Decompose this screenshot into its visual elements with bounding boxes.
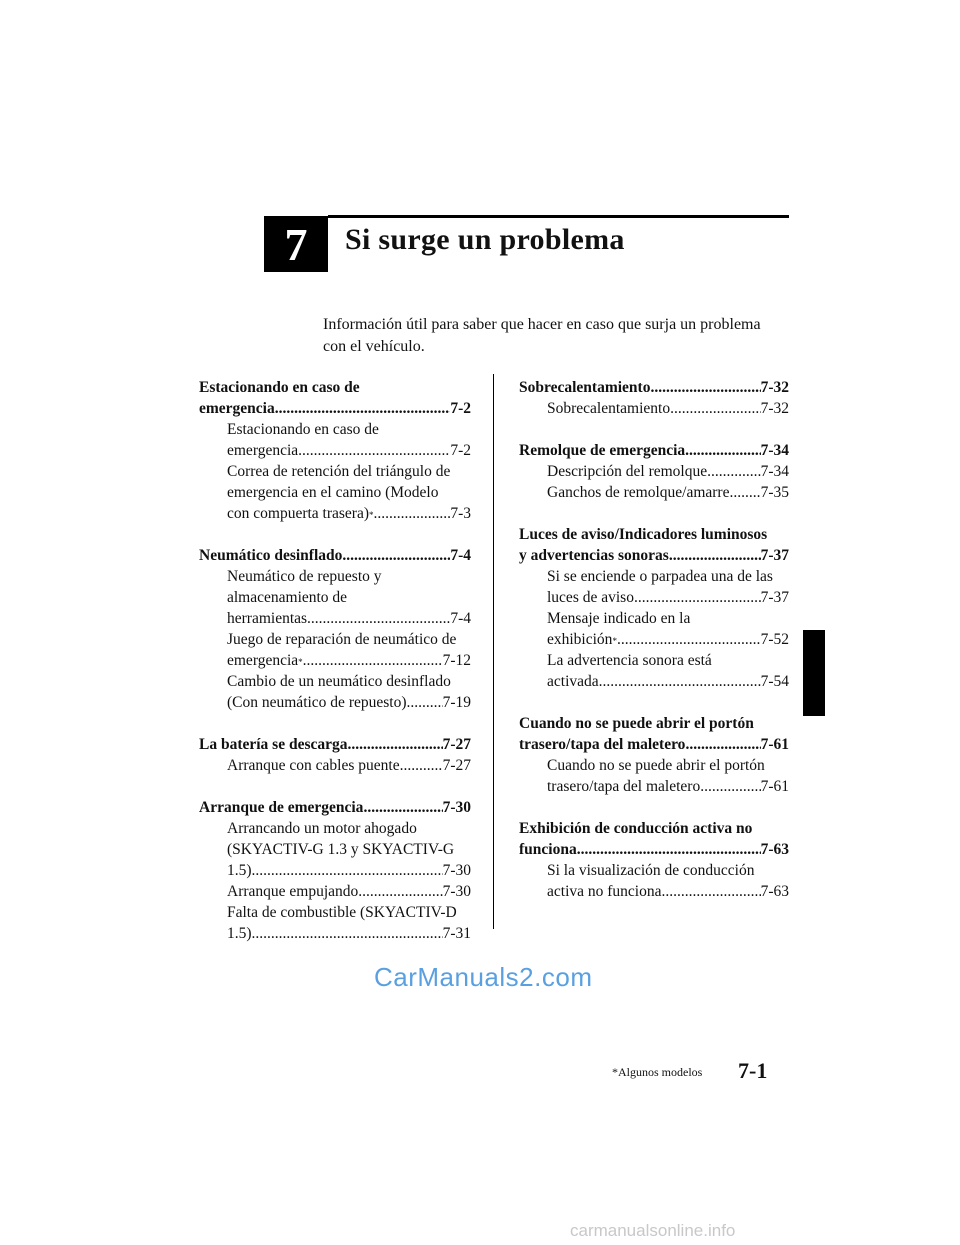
entry-text: 1.5): [227, 925, 252, 942]
entry-line: Neumático de repuesto y: [227, 568, 382, 585]
entry-page-ref: 7-54: [760, 673, 789, 690]
entry-line: Si la visualización de conducción: [547, 862, 755, 879]
entry-text: herramientas: [227, 610, 308, 627]
chapter-side-tab: [803, 630, 825, 716]
entry-row[interactable]: [547, 776, 789, 797]
toc-section: [519, 713, 789, 797]
section-page-ref: 7-61: [760, 736, 789, 753]
section-page-ref: 7-34: [760, 442, 789, 459]
entry-text: emergencia: [227, 652, 299, 669]
entry-text: Arranque empujando: [227, 883, 359, 900]
section-title-line: Luces de aviso/Indicadores luminosos: [519, 526, 768, 543]
entry-text: Sobrecalentamiento: [547, 400, 671, 417]
toc-section: [199, 377, 471, 524]
dot-leader: [729, 482, 760, 503]
entry-row[interactable]: [547, 587, 789, 608]
dot-leader: [348, 734, 443, 755]
entry-line: almacenamiento de: [227, 589, 348, 606]
toc-entry[interactable]: [199, 755, 471, 776]
section-title-row[interactable]: [519, 440, 789, 461]
entry-text: trasero/tapa del maletero: [547, 778, 701, 795]
watermark-bottom[interactable]: carmanualsonline.info: [570, 1221, 736, 1240]
entry-text: Ganchos de remolque/amarre: [547, 484, 730, 501]
section-title-text: trasero/tapa del maletero: [519, 736, 686, 753]
entry-text: Descripción del remolque: [547, 463, 708, 480]
dot-leader: [685, 734, 760, 755]
section-page-ref: 7-32: [760, 379, 789, 396]
dot-leader: [275, 398, 451, 419]
section-title[interactable]: [519, 713, 789, 755]
entry-page-ref: 7-63: [760, 883, 789, 900]
entry-row[interactable]: [227, 755, 471, 776]
entry-page-ref: 7-30: [442, 862, 471, 879]
dot-leader: [374, 503, 451, 524]
entry-line: Mensaje indicado en la: [547, 610, 691, 627]
section-page-ref: 7-4: [450, 547, 471, 564]
dot-leader: [303, 650, 443, 671]
dot-leader: [363, 797, 442, 818]
section-title-line: Estacionando en caso de: [199, 379, 360, 396]
entry-line: Juego de reparación de neumático de: [227, 631, 457, 648]
entry-page-ref: 7-34: [760, 463, 789, 480]
section-title-text: funciona: [519, 841, 577, 858]
dot-leader: [406, 692, 442, 713]
dot-leader: [685, 440, 760, 461]
entry-text: exhibición: [547, 631, 613, 648]
entry-row[interactable]: emergencia * ..... 7-12: [227, 650, 471, 671]
section-title-line: Cuando no se puede abrir el portón: [519, 715, 754, 732]
section-title-text: emergencia: [199, 400, 275, 417]
entry-text: activada: [547, 673, 599, 690]
toc-entry[interactable]: [519, 860, 789, 902]
dot-leader: [252, 923, 443, 944]
chapter-number: 7: [284, 218, 308, 270]
toc-entry[interactable]: [519, 566, 789, 608]
toc-section: [519, 524, 789, 692]
footer-note: *Algunos modelos: [612, 1065, 703, 1079]
section-title[interactable]: [519, 818, 789, 860]
section-page-ref: 7-27: [442, 736, 471, 753]
entry-line: (SKYACTIV-G 1.3 y SKYACTIV-G: [227, 841, 455, 858]
entry-row[interactable]: [227, 881, 471, 902]
toc-entry[interactable]: [519, 398, 789, 419]
section-title-text: Neumático desinflado: [199, 547, 343, 564]
watermark-top[interactable]: CarManuals2.com: [374, 962, 593, 992]
entry-row[interactable]: [547, 398, 789, 419]
dot-leader: [669, 545, 761, 566]
toc-section: [199, 797, 471, 944]
entry-text: (Con neumático de repuesto): [227, 694, 407, 711]
toc-entry[interactable]: [519, 608, 789, 650]
dot-leader: [617, 629, 761, 650]
toc-entry[interactable]: [199, 419, 471, 461]
entry-line: Estacionando en caso de: [227, 421, 379, 438]
section-title-row[interactable]: [199, 545, 471, 566]
entry-row[interactable]: [547, 671, 789, 692]
section-title-row[interactable]: [519, 545, 789, 566]
section-title[interactable]: [519, 440, 789, 461]
section-title-row[interactable]: [519, 734, 789, 755]
chapter-intro: Información útil para saber que hacer en caso que surja un problema con el vehículo.: [323, 316, 761, 355]
toc-right-column: [519, 377, 789, 923]
chapter-title: Si surge un problema: [345, 223, 625, 256]
section-title-row[interactable]: [199, 398, 471, 419]
entry-page-ref: 7-31: [442, 925, 471, 942]
section-title-row[interactable]: [519, 839, 789, 860]
section-page-ref: 7-63: [760, 841, 789, 858]
toc-section: [519, 377, 789, 419]
entry-page-ref: 7-61: [760, 778, 789, 795]
dot-leader: [400, 755, 443, 776]
entry-page-ref: 7-12: [442, 652, 471, 669]
entry-page-ref: 7-2: [450, 442, 471, 459]
toc-section: [199, 545, 471, 713]
entry-text: con compuerta trasera): [227, 505, 370, 522]
toc-entry[interactable]: [519, 755, 789, 797]
entry-row[interactable]: [227, 440, 471, 461]
entry-row[interactable]: [547, 482, 789, 503]
section-page-ref: 7-2: [450, 400, 471, 417]
entry-page-ref: 7-19: [442, 694, 471, 711]
entry-line: La advertencia sonora está: [547, 652, 712, 669]
entry-row[interactable]: [547, 881, 789, 902]
entry-line: Arrancando un motor ahogado: [227, 820, 417, 837]
dot-leader: [358, 881, 442, 902]
toc-entry[interactable]: [519, 650, 789, 692]
dot-leader: [700, 776, 760, 797]
section-title-text: Sobrecalentamiento: [519, 379, 651, 396]
entry-row[interactable]: [227, 692, 471, 713]
entry-text: emergencia: [227, 442, 299, 459]
entry-line: Falta de combustible (SKYACTIV-D: [227, 904, 457, 921]
entry-page-ref: 7-4: [450, 610, 471, 627]
entry-page-ref: 7-35: [760, 484, 789, 501]
section-title-row[interactable]: [199, 797, 471, 818]
section-title-text: Remolque de emergencia: [519, 442, 686, 459]
entry-page-ref: 7-52: [760, 631, 789, 648]
entry-text: luces de aviso: [547, 589, 634, 606]
toc-section: [519, 440, 789, 503]
entry-page-ref: 7-32: [760, 400, 789, 417]
toc-entry[interactable]: [199, 461, 471, 524]
entry-page-ref: 7-3: [450, 505, 471, 522]
dot-leader: [670, 398, 760, 419]
entry-row[interactable]: [227, 860, 471, 881]
section-title[interactable]: [199, 797, 471, 818]
column-divider: [493, 374, 494, 929]
entry-text: activa no funciona: [547, 883, 662, 900]
entry-line: Cuando no se puede abrir el portón: [547, 757, 765, 774]
section-title-text: y advertencias sonoras: [519, 547, 669, 564]
dot-leader: [707, 461, 760, 482]
entry-row[interactable]: [227, 923, 471, 944]
chapter-number-box: [264, 216, 328, 272]
toc-entry[interactable]: [519, 482, 789, 503]
dot-leader: [298, 440, 450, 461]
dot-leader: [577, 839, 761, 860]
toc-entry[interactable]: [519, 461, 789, 482]
entry-page-ref: 7-30: [442, 883, 471, 900]
section-title-text: Arranque de emergencia: [199, 799, 364, 816]
toc-entry[interactable]: [199, 818, 471, 881]
toc-entry[interactable]: [199, 902, 471, 944]
section-title-row[interactable]: [199, 734, 471, 755]
toc-section: [519, 818, 789, 902]
section-title-row[interactable]: [519, 377, 789, 398]
entry-line: Cambio de un neumático desinflado: [227, 673, 451, 690]
section-title[interactable]: [199, 545, 471, 566]
dot-leader: [661, 881, 760, 902]
dot-leader: [634, 587, 761, 608]
toc-left-column: [199, 377, 471, 965]
section-page-ref: 7-30: [442, 799, 471, 816]
entry-row[interactable]: exhibición * ..... 7-52: [547, 629, 789, 650]
toc-section: [199, 734, 471, 776]
entry-page-ref: 7-27: [442, 757, 471, 774]
entry-text: 1.5): [227, 862, 252, 879]
entry-text: Arranque con cables puente: [227, 757, 400, 774]
dot-leader: [252, 860, 443, 881]
chapter-rule: [328, 215, 789, 218]
section-title[interactable]: [199, 734, 471, 755]
section-title-line: Exhibición de conducción activa no: [519, 820, 753, 837]
toc-entry[interactable]: [199, 881, 471, 902]
section-title[interactable]: [519, 524, 789, 566]
section-title[interactable]: [199, 377, 471, 419]
toc-entry[interactable]: [199, 671, 471, 713]
dot-leader: [342, 545, 450, 566]
dot-leader: [650, 377, 760, 398]
entry-row[interactable]: [227, 608, 471, 629]
entry-row[interactable]: [547, 461, 789, 482]
page-number: 7-1: [738, 1058, 768, 1083]
dot-leader: [599, 671, 761, 692]
dot-leader: [307, 608, 450, 629]
entry-row[interactable]: con compuerta trasera) * ..... 7-3: [227, 503, 471, 524]
entry-line: Correa de retención del triángulo de: [227, 463, 451, 480]
section-title-text: La batería se descarga: [199, 736, 348, 753]
entry-page-ref: 7-37: [760, 589, 789, 606]
toc-entry[interactable]: [199, 566, 471, 629]
section-title[interactable]: [519, 377, 789, 398]
entry-line: emergencia en el camino (Modelo: [227, 484, 439, 501]
toc-entry[interactable]: [199, 629, 471, 671]
section-page-ref: 7-37: [760, 547, 789, 564]
entry-line: Si se enciende o parpadea una de las: [547, 568, 773, 585]
